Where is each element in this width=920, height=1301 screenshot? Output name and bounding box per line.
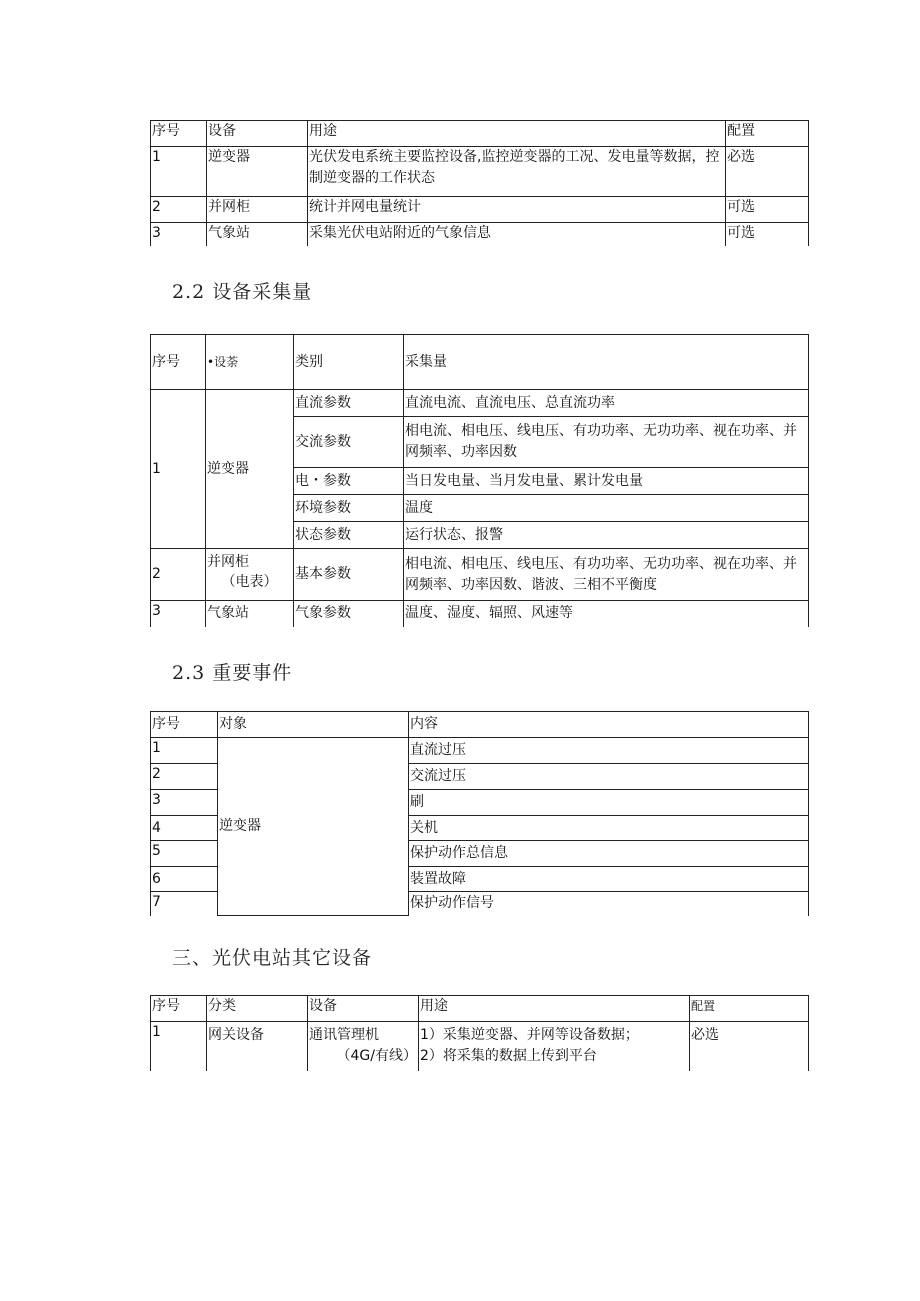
device-name-main: 通讯管理机 — [309, 1027, 379, 1043]
category-cell: 环境参数 — [294, 495, 404, 522]
event-content: 直流过压 — [409, 738, 809, 764]
purpose-line: 1）采集逆变器、并网等设备数据； — [420, 1027, 639, 1043]
row-number: 3 — [151, 790, 218, 816]
table-header-row — [151, 335, 809, 390]
device-name: 气象站 — [206, 601, 294, 627]
device-table — [150, 120, 809, 246]
header-cell: 序号 — [151, 335, 206, 390]
device-name-main: 并网柜 — [207, 554, 249, 570]
device-purpose: 采集光伏电站附近的气象信息 — [308, 223, 726, 246]
table-row — [151, 549, 809, 601]
header-cell: 类别 — [294, 335, 404, 390]
header-cell: 采集量 — [404, 335, 809, 390]
items-cell: 当日发电量、当月发电量、累计发电量 — [404, 468, 809, 495]
table-row — [151, 390, 809, 417]
event-content: 刷 — [409, 790, 809, 816]
event-content: 保护动作信号 — [409, 892, 809, 916]
purpose-line: 2）将采集的数据上传到平台 — [420, 1048, 597, 1064]
device-config: 必选 — [726, 147, 809, 197]
device-name: 并网柜 — [207, 197, 308, 223]
acquisition-table — [150, 334, 809, 627]
event-content: 保护动作总信息 — [409, 841, 809, 867]
items-cell: 相电流、相电压、线电压、有功功率、无功功率、视在功率、并网频率、功率因数、谐波、三相不平衡度 — [404, 549, 809, 601]
section-heading-2-2: 2.2 设备采集量 — [172, 281, 313, 303]
header-cell: 分类 — [207, 996, 308, 1022]
category-cell: 基本参数 — [294, 549, 404, 601]
row-number: 1 — [151, 147, 207, 197]
category-cell: 状态参数 — [294, 522, 404, 549]
row-number: 3 — [151, 601, 206, 627]
header-cell: 内容 — [409, 712, 809, 738]
device-name: 气象站 — [207, 223, 308, 246]
header-cell: 配置 — [726, 121, 809, 147]
purpose-cell — [419, 1022, 690, 1071]
header-cell: 序号 — [151, 712, 218, 738]
event-content: 装置故障 — [409, 867, 809, 892]
table-row — [151, 1022, 809, 1071]
items-cell: 直流电流、直流电压、总直流功率 — [404, 390, 809, 417]
items-cell: 运行状态、报警 — [404, 522, 809, 549]
row-number: 1 — [151, 1022, 207, 1071]
table-row — [151, 147, 809, 197]
table-row — [151, 197, 809, 223]
device-name-sub: （4G/有线） — [336, 1048, 417, 1064]
events-table — [150, 711, 809, 916]
category-cell: 网关设备 — [207, 1022, 308, 1071]
header-cell: 用途 — [419, 996, 690, 1022]
table-header-row — [151, 712, 809, 738]
category-cell: 气象参数 — [294, 601, 404, 627]
device-name: 逆变器 — [206, 390, 294, 549]
header-cell: 对象 — [218, 712, 409, 738]
row-number: 2 — [151, 549, 206, 601]
row-number: 5 — [151, 841, 218, 867]
row-number: 4 — [151, 816, 218, 841]
device-config: 可选 — [726, 223, 809, 246]
row-number: 1 — [151, 390, 206, 549]
header-cell: 设备 — [308, 996, 419, 1022]
row-number: 2 — [151, 197, 207, 223]
device-purpose: 统计并网电量统计 — [308, 197, 726, 223]
header-cell: 配置 — [690, 996, 809, 1022]
section-heading-3: 三、光伏电站其它设备 — [172, 947, 373, 969]
row-number: 1 — [151, 738, 218, 764]
other-equipment-table — [150, 995, 809, 1071]
row-number: 3 — [151, 223, 207, 246]
device-purpose: 光伏发电系统主要监控设备,监控逆变器的工况、发电量等数据，控制逆变器的工作状态 — [308, 147, 726, 197]
row-number: 6 — [151, 867, 218, 892]
device-name-sub: （电表） — [221, 574, 278, 590]
category-cell: 交流参数 — [294, 417, 404, 468]
device-cell — [308, 1022, 419, 1071]
event-object: 逆变器 — [218, 738, 409, 916]
row-number: 7 — [151, 892, 218, 916]
header-cell: 序号 — [151, 996, 207, 1022]
table-header-row — [151, 121, 809, 147]
table-row — [151, 601, 809, 627]
event-content: 关机 — [409, 816, 809, 841]
category-cell: 电・参数 — [294, 468, 404, 495]
config-cell: 必选 — [690, 1022, 809, 1071]
device-name — [206, 549, 294, 601]
header-cell: 用途 — [308, 121, 726, 147]
category-cell: 直流参数 — [294, 390, 404, 417]
device-name: 逆变器 — [207, 147, 308, 197]
header-cell: 序号 — [151, 121, 207, 147]
table-row — [151, 738, 809, 764]
items-cell: 温度 — [404, 495, 809, 522]
row-number: 2 — [151, 764, 218, 790]
items-cell: 相电流、相电压、线电压、有功功率、无功功率、视在功率、并网频率、功率因数 — [404, 417, 809, 468]
table-row — [151, 223, 809, 246]
event-content: 交流过压 — [409, 764, 809, 790]
device-config: 可选 — [726, 197, 809, 223]
section-heading-2-3: 2.3 重要事件 — [172, 662, 293, 684]
header-cell: 设备 — [207, 121, 308, 147]
items-cell: 温度、湿度、辐照、风速等 — [404, 601, 809, 627]
header-cell: •设荼 — [206, 335, 294, 390]
table-header-row — [151, 996, 809, 1022]
